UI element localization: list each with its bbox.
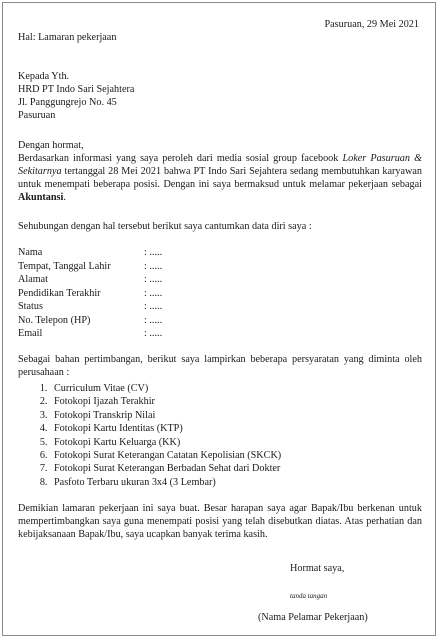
field-value-telepon: : ..... [144, 314, 163, 326]
list-item: 7. Fotokopi Surat Keterangan Berbadan Sehat dari Dokter [50, 462, 281, 475]
field-label-nama: Nama [18, 247, 43, 258]
field-label-pendidikan: Pendidikan Terakhir [18, 287, 101, 299]
signer-name: (Nama Pelamar Pekerjaan) [258, 612, 368, 623]
intro-paragraph [18, 152, 422, 204]
closing-paragraph: Demikian lamaran pekerjaan ini saya buat. Besar harapan saya agar Bapak/Ibu berkenan untuk mempertimbangkan saya guna menempati posisi yang telah disebutkan diatas. Atas perhatian dan kebijaksanaan Bapak/Ibu, saya ucapkan banyak terima kasih. [18, 503, 422, 540]
recipient-street: Jl. Panggungrejo No. 45 [18, 97, 117, 108]
field-value-alamat: : ..... [144, 274, 163, 285]
field-label-email: Email [18, 328, 43, 339]
signoff: Hormat saya, [290, 563, 345, 574]
list-item: 6. Fotokopi Surat Keterangan Catatan Kepolisian (SKCK) [50, 449, 281, 462]
list-item: 2. Fotokopi Ijazah Terakhir [50, 395, 281, 408]
field-value-email: : ..... [144, 328, 163, 339]
attachments-intro: Sebagai bahan pertimbangan, berikut saya lampirkan beberapa persyaratan yang diminta oleh perusahaan : [18, 354, 422, 378]
field-label-ttl: Tempat, Tanggal Lahir [18, 260, 111, 272]
field-value-nama: : ..... [144, 247, 163, 258]
recipient-name: HRD PT Indo Sari Sejahtera [18, 84, 135, 95]
attachments-list [36, 382, 281, 489]
field-value-status: : ..... [144, 301, 163, 312]
intro-text-3: . [63, 192, 66, 203]
signature-placeholder: tanda tangan [290, 592, 328, 600]
job-source: Loker Pasuruan & Sekitarnya [18, 153, 423, 177]
recipient-city: Pasuruan [18, 110, 56, 121]
applied-position: Akuntansi [18, 192, 64, 203]
recipient-salutation: Kepada Yth. [18, 71, 70, 82]
field-value-ttl: : ..... [144, 260, 163, 272]
list-item: 1. Curriculum Vitae (CV) [50, 382, 281, 395]
list-item: 4. Fotokopi Kartu Identitas (KTP) [50, 422, 281, 435]
intro-text-2: tertanggal 28 Mei 2021 bahwa PT Indo Sari Sejahtera sedang membutuhkan karyawan untuk menempati beberapa posisi. Dengan ini saya bermaksud untuk melamar pekerjaan sebagai [18, 166, 422, 190]
field-value-pendidikan: : ..... [144, 287, 163, 299]
place-date: Pasuruan, 29 Mei 2021 [324, 19, 419, 30]
field-label-telepon: No. Telepon (HP) [18, 314, 91, 326]
data-intro: Sehubungan dengan hal tersebut berikut saya cantumkan data diri saya : [18, 221, 312, 232]
list-item: 3. Fotokopi Transkrip Nilai [50, 409, 281, 422]
intro-text-1: Berdasarkan informasi yang saya peroleh dari media sosial group facebook [18, 153, 343, 164]
letter-subject: Hal: Lamaran pekerjaan [18, 32, 117, 43]
greeting: Dengan hormat, [18, 140, 84, 151]
list-item: 8. Pasfoto Terbaru ukuran 3x4 (3 Lembar) [50, 476, 281, 489]
list-item: 5. Fotokopi Kartu Keluarga (KK) [50, 436, 281, 449]
field-label-alamat: Alamat [18, 274, 48, 285]
field-label-status: Status [18, 301, 43, 312]
